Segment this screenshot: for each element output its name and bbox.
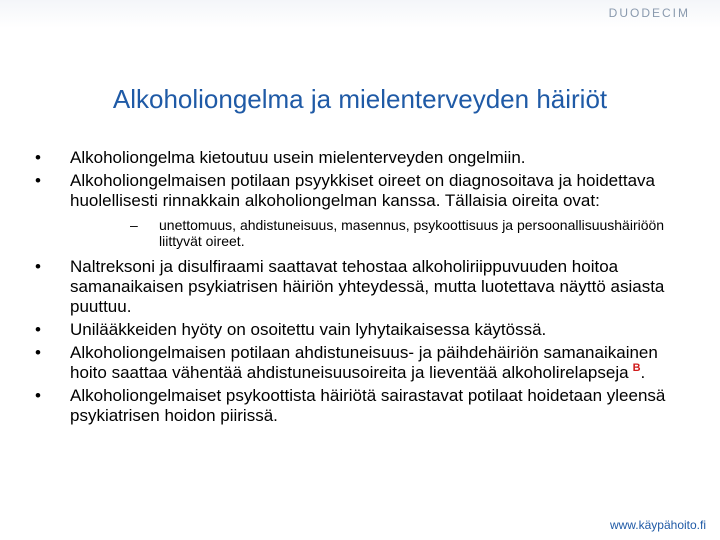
bullet-item (28, 257, 698, 317)
bullet-item (28, 386, 698, 426)
slide-title: Alkoholiongelma ja mielenterveyden häiriöt (112, 84, 608, 114)
bullet-text: Naltreksoni ja disulfiraami saattavat tehostaa alkoholiriippuvuuden hoitoa samanaikaisen psykiatrisen häiriön yhteydessä, mutta luotettava näyttö asiasta puuttuu. (70, 257, 665, 316)
footer-link[interactable]: www.käypähoito.fi (609, 518, 706, 532)
bullet-text: Alkoholiongelma kietoutuu usein mielenterveyden ongelmiin. (70, 148, 526, 167)
evidence-grade-badge: B (632, 362, 641, 375)
bullet-item (28, 148, 698, 168)
dash-icon: – (130, 217, 138, 233)
bullet-icon: • (35, 343, 41, 362)
bullet-item (28, 171, 698, 249)
bullet-text: Alkoholiongelmaisen potilaan ahdistuneisuus- ja päihdehäiriön samanaikainen hoito saattaa vähentää ahdistuneisuusoireita ja lieventää alkoholirelapseja (70, 343, 658, 382)
sub-bullet-text: unettomuus, ahdistuneisuus, masennus, psykoottisuus ja persoonallisuushäiriöön liittyvät oireet. (159, 217, 665, 249)
bullet-text: Unilääkkeiden hyöty on osoitettu vain lyhytaikaisessa käytössä. (70, 320, 547, 339)
slide-content (28, 148, 698, 429)
bullet-item (28, 343, 698, 383)
sub-bullet-item (130, 217, 698, 249)
bullet-text: Alkoholiongelmaisen potilaan psyykkiset oireet on diagnosoitava ja hoidettava huolellisesti rinnakkain alkoholiongelman kanssa. Tällaisia oireita ovat: (70, 171, 655, 210)
bullet-text-end: . (640, 363, 646, 382)
bullet-icon: • (35, 257, 41, 276)
bullet-item (28, 320, 698, 340)
bullet-icon: • (35, 171, 41, 190)
bullet-icon: • (35, 320, 41, 339)
sub-bullet-list (70, 217, 698, 249)
bullet-icon: • (35, 386, 41, 405)
brand-logo: DUODECIM (608, 6, 690, 20)
bullet-text: Alkoholiongelmaiset psykoottista häiriötä sairastavat potilaat hoidetaan yleensä psykiatrisen hoidon piirissä. (70, 386, 666, 425)
bullet-icon: • (35, 148, 41, 167)
bullet-list (28, 148, 698, 426)
